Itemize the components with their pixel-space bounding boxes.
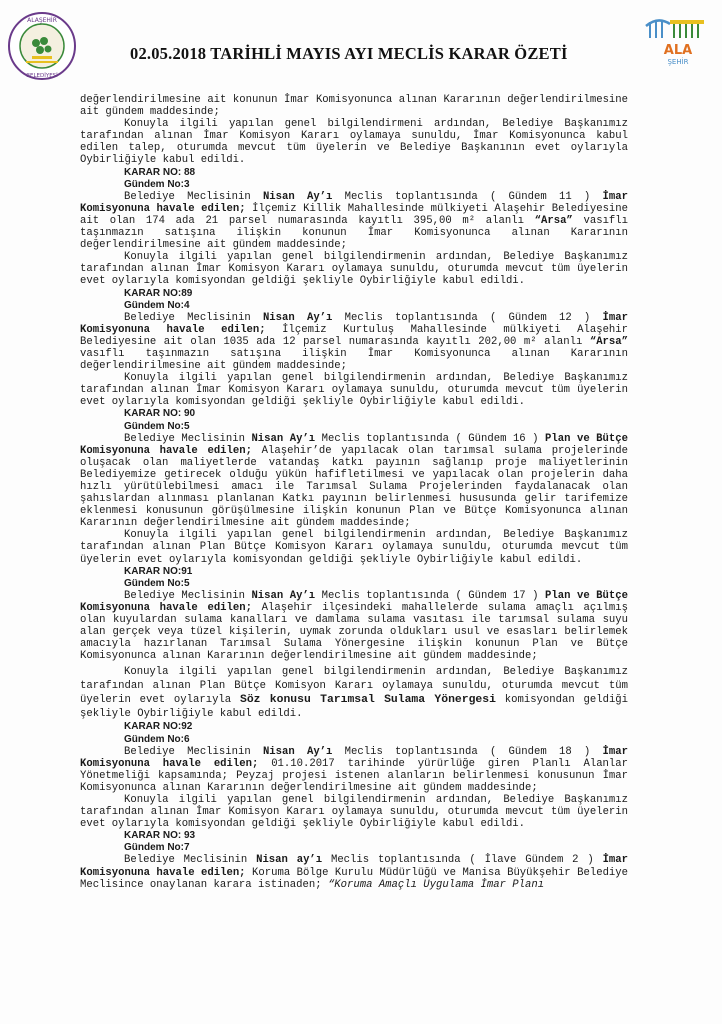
karar-number: KARAR NO: 90 (124, 408, 196, 420)
decision-paragraph: Belediye Meclisinin Nisan Ay’ı Meclis toplantısında ( Gündem 17 ) Plan ve Bütçe Komisyonuna havale edilen; Alaşehir ilçesindeki mahallelerde sulama amaçlı açılmış olan kuyulardan sulama kanalları ve damlama sulama vasıtası ile tarımsal sulama suyu alan gerçek veya tüzel kişilerin, uymak zorunda oldukları usul ve esasları belirlemek amacıyla hazırlanan Tarımsal Sulama Yönergesine ilişkin konunun Plan ve Bütçe Komisyonunca alınan Kararının değerlendirilmesine ait gündem maddesinde; (80, 589, 628, 663)
svg-text:ALAŞEHİR: ALAŞEHİR (27, 17, 57, 24)
page-title: 02.05.2018 TARİHLİ MAYIS AYI MECLİS KARAR ÖZETİ (130, 44, 568, 63)
karar-number: KARAR NO:92 (124, 721, 193, 733)
svg-text:BELEDİYESİ: BELEDİYESİ (26, 73, 58, 79)
continuation-paragraph: değerlendirilmesine ait konunun İmar Komisyonunca alınan Kararının değerlendirilmesine ait gündem maddesinde; (80, 94, 628, 119)
decision-paragraph: Belediye Meclisinin Nisan Ay’ı Meclis toplantısında ( Gündem 16 ) Plan ve Bütçe Komisyonuna havale edilen; Alaşehir’de yapılacak olan tarımsal sulama projelerinde oluşacak olan maliyetlerde vatandaş katkı payının sağlanıp proje maliyetlerinin Belediyemize getirecek olduğu yükün hafifletilmesi ve yapılacak olan projelerin daha hızlı yürütülebilmesi amacı ile Tarımsal Sulama Projelerinden faydalanacak olan şahıslardan alınması planlanan Katkı payının belirlenmesi hususunda gelir tarifemize eklenmesi konusunun görüşülmesine ilişkin konunun Plan ve Bütçe Komisyonunca alınan Kararının değerlendirilmesine ait gündem maddesinde; (80, 432, 628, 530)
gundem-number: Gündem No:4 (124, 299, 190, 311)
gundem-number: Gündem No:3 (124, 178, 190, 190)
closing-paragraph: Konuyla ilgili yapılan genel bilgilendirmeni ardından, Belediye Başkanımız tarafından alınan İmar Komisyon Kararı oylamaya sunuldu, İmar Komisyonunca kabul edilen talep, oturumda mevcut tüm üyelerin ve Belediye Başkanının evet oylarıyla Oybirliğiyle kabul edildi. (80, 118, 628, 167)
decision-paragraph: Belediye Meclisinin Nisan Ay’ı Meclis toplantısında ( Gündem 11 ) İmar Komisyonuna havale edilen; İlçemiz Killik Mahallesinde mülkiyeti Alaşehir Belediyesine ait olan 174 ada 21 parsel numarasında kayıtlı 395,00 m² alanlı “Arsa” vasıflı taşınmazın satışına ilişkin konunun İmar Komisyonunca alınan Kararının değerlendirilmesine ait gündem maddesinde; (80, 190, 628, 252)
karar-number: KARAR NO:91 (124, 565, 193, 577)
karar-number: KARAR NO: 88 (124, 166, 196, 178)
gundem-number: Gündem No:5 (124, 420, 190, 432)
svg-text:ALA: ALA (663, 43, 693, 58)
closing-paragraph: Konuyla ilgili yapılan genel bilgilendirmenin ardından, Belediye Başkanımız tarafından alınan Plan Bütçe Komisyon Kararı oylamaya sunuldu, oturumda mevcut tüm üyelerin evet oylarıyla komisyondan geldiği şekliyle Oybirliğiyle kabul edildi. (80, 529, 628, 566)
ala-sehir-brand-logo (640, 14, 712, 68)
gundem-number: Gündem No:6 (124, 733, 190, 745)
svg-text:ŞEHİR: ŞEHİR (667, 58, 689, 66)
municipality-seal-logo (6, 10, 78, 82)
decision-paragraph: Belediye Meclisinin Nisan ay’ı Meclis toplantısında ( İlave Gündem 2 ) İmar Komisyonuna havale edilen; Koruma Bölge Kurulu Müdürlüğü ve Manisa Büyükşehir Belediye Meclisince onaylanan karara istinaden; “Koruma Amaçlı Uygulama İmar Planı (80, 854, 628, 891)
closing-paragraph: Konuyla ilgili yapılan genel bilgilendirmenin ardından, Belediye Başkanımız tarafından alınan İmar Komisyon Kararı oylamaya sunuldu, oturumda mevcut tüm üyelerin evet oylarıyla komisyondan geldiği şekliyle Oybirliğiyle kabul edildi. (80, 372, 628, 409)
gundem-number: Gündem No:5 (124, 577, 190, 589)
karar-number: KARAR NO:89 (124, 287, 193, 299)
closing-paragraph: Konuyla ilgili yapılan genel bilgilendirmenin ardından, Belediye Başkanımız tarafından alınan Plan Bütçe Komisyon Kararı oylamaya sunuldu, oturumda mevcut tüm üyelerin evet oylarıyla Söz konusu Tarımsal Sulama Yönergesi komisyondan geldiği şekliyle Oybirliğiyle kabul edildi. (80, 666, 629, 721)
decision-paragraph: Belediye Meclisinin Nisan Ay’ı Meclis toplantısında ( Gündem 12 ) İmar Komisyonuna havale edilen; İlçemiz Kurtuluş Mahallesinde mülkiyeti Alaşehir Belediyesine ait olan 1035 ada 12 parsel numarasında kayıtlı 202,00 m² alanlı “Arsa” vasıflı taşınmazın satışına ilişkin İmar Komisyonunca alınan Kararının değerlendirilmesine ait gündem maddesinde; (80, 311, 628, 373)
closing-paragraph: Konuyla ilgili yapılan genel bilgilendirmenin ardından, Belediye Başkanımız tarafından alınan İmar Komisyon Kararı oylamaya sunuldu, oturumda mevcut tüm üyelerin evet oylarıyla komisyondan geldiği şekliyle Oybirliğiyle kabul edildi. (80, 251, 628, 288)
closing-paragraph: Konuyla ilgili yapılan genel bilgilendirmenin ardından, Belediye Başkanımız tarafından alınan İmar Komisyon Kararı oylamaya sunuldu, oturumda mevcut tüm üyelerin evet oylarıyla komisyondan geldiği şekliyle Oybirliğiyle kabul edildi. (80, 793, 628, 831)
gundem-number: Gündem No:7 (124, 842, 190, 854)
decision-paragraph: Belediye Meclisinin Nisan Ay’ı Meclis toplantısında ( Gündem 18 ) İmar Komisyonuna havale edilen; 01.10.2017 tarihinde yürürlüğe giren Planlı Alanlar Yönetmeliği kapsamında; Peyzaj projesi istenen alanların belirlenmesi konusunun İmar Komisyonunca alınan Kararının değerlendirilmesine ait gündem maddesinde; (80, 745, 628, 794)
karar-number: KARAR NO: 93 (124, 830, 196, 842)
document-body (80, 94, 628, 891)
